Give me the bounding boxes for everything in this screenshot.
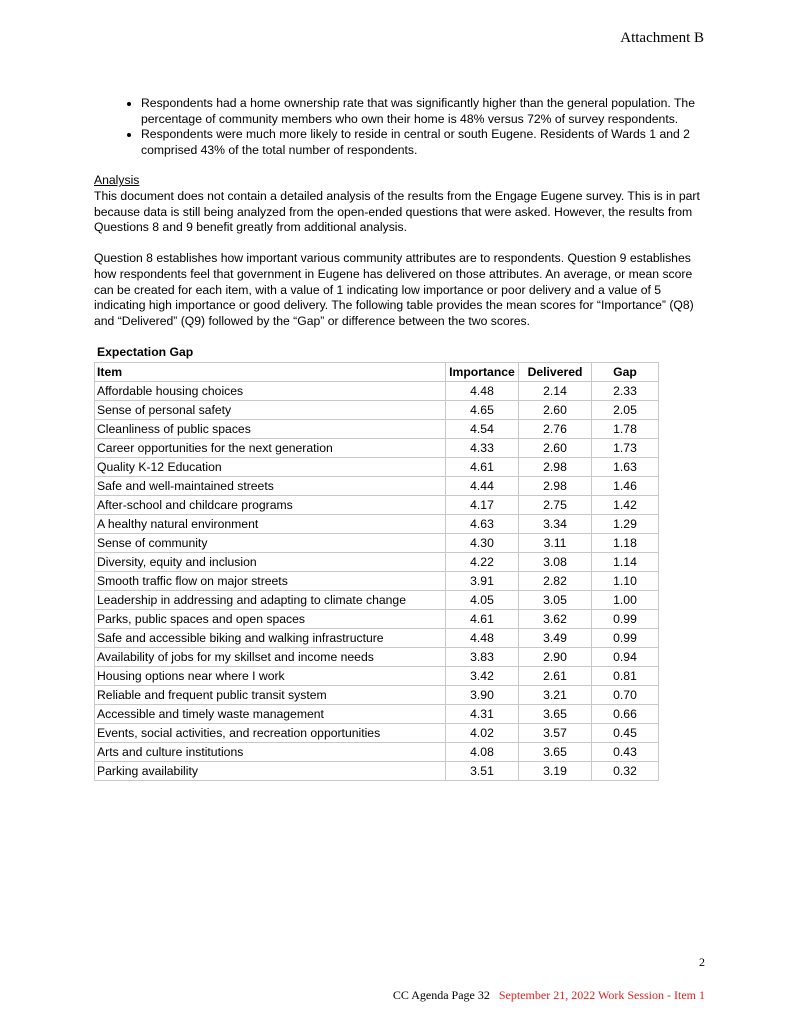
cell-importance: 4.48 <box>446 381 519 400</box>
cell-importance: 4.63 <box>446 514 519 533</box>
cell-item: Arts and culture institutions <box>95 742 446 761</box>
cell-item: Leadership in addressing and adapting to climate change <box>95 590 446 609</box>
cell-gap: 1.73 <box>592 438 659 457</box>
table-row <box>95 704 659 723</box>
cell-gap: 0.99 <box>592 628 659 647</box>
table-row <box>95 723 659 742</box>
cell-gap: 0.99 <box>592 609 659 628</box>
cell-delivered: 2.60 <box>519 400 592 419</box>
table-title: Expectation Gap <box>97 345 194 360</box>
cell-item: Smooth traffic flow on major streets <box>95 571 446 590</box>
table-row <box>95 476 659 495</box>
cell-gap: 1.18 <box>592 533 659 552</box>
cell-importance: 4.31 <box>446 704 519 723</box>
cell-delivered: 3.62 <box>519 609 592 628</box>
cell-importance: 3.42 <box>446 666 519 685</box>
table-row <box>95 761 659 780</box>
cell-item: Accessible and timely waste management <box>95 704 446 723</box>
table-row <box>95 381 659 400</box>
table-row <box>95 571 659 590</box>
cell-item: Cleanliness of public spaces <box>95 419 446 438</box>
table-row <box>95 495 659 514</box>
cell-gap: 1.10 <box>592 571 659 590</box>
cell-item: Safe and accessible biking and walking infrastructure <box>95 628 446 647</box>
cell-delivered: 3.65 <box>519 742 592 761</box>
table-row <box>95 552 659 571</box>
table-row <box>95 742 659 761</box>
bullet-item: • Respondents were much more likely to reside in central or south Eugene. Residents of Wards 1 and 2 comprised 43% of the total number of respondents. <box>141 127 704 158</box>
cell-importance: 4.05 <box>446 590 519 609</box>
cell-gap: 1.14 <box>592 552 659 571</box>
cell-gap: 1.63 <box>592 457 659 476</box>
footer-session: September 21, 2022 Work Session - Item 1 <box>498 988 705 1002</box>
document-body <box>94 96 704 781</box>
table-row <box>95 533 659 552</box>
cell-delivered: 2.75 <box>519 495 592 514</box>
cell-item: Reliable and frequent public transit system <box>95 685 446 704</box>
cell-importance: 4.61 <box>446 457 519 476</box>
footer <box>393 988 705 1003</box>
cell-gap: 0.45 <box>592 723 659 742</box>
cell-importance: 4.02 <box>446 723 519 742</box>
cell-gap: 1.42 <box>592 495 659 514</box>
table-row <box>95 438 659 457</box>
cell-importance: 4.08 <box>446 742 519 761</box>
cell-gap: 0.94 <box>592 647 659 666</box>
page-number: 2 <box>699 955 705 969</box>
cell-delivered: 3.19 <box>519 761 592 780</box>
table-row <box>95 590 659 609</box>
cell-importance: 4.44 <box>446 476 519 495</box>
cell-delivered: 2.82 <box>519 571 592 590</box>
cell-item: Safe and well-maintained streets <box>95 476 446 495</box>
cell-item: Availability of jobs for my skillset and income needs <box>95 647 446 666</box>
cell-delivered: 3.34 <box>519 514 592 533</box>
cell-delivered: 3.65 <box>519 704 592 723</box>
cell-item: After-school and childcare programs <box>95 495 446 514</box>
cell-gap: 2.33 <box>592 381 659 400</box>
column-header-gap: Gap <box>592 362 659 381</box>
table-row <box>95 685 659 704</box>
table-row <box>95 457 659 476</box>
cell-importance: 4.22 <box>446 552 519 571</box>
cell-item: Affordable housing choices <box>95 381 446 400</box>
cell-importance: 4.33 <box>446 438 519 457</box>
cell-delivered: 2.61 <box>519 666 592 685</box>
cell-delivered: 2.14 <box>519 381 592 400</box>
cell-delivered: 2.90 <box>519 647 592 666</box>
cell-item: Housing options near where I work <box>95 666 446 685</box>
cell-importance: 3.91 <box>446 571 519 590</box>
cell-item: Sense of community <box>95 533 446 552</box>
cell-gap: 0.81 <box>592 666 659 685</box>
table-row <box>95 666 659 685</box>
cell-item: Parks, public spaces and open spaces <box>95 609 446 628</box>
cell-delivered: 3.21 <box>519 685 592 704</box>
table-header-row <box>95 362 659 381</box>
cell-gap: 0.66 <box>592 704 659 723</box>
footer-agenda-page: CC Agenda Page 32 <box>392 988 490 1002</box>
cell-importance: 4.65 <box>446 400 519 419</box>
cell-item: Sense of personal safety <box>95 400 446 419</box>
table-row <box>95 419 659 438</box>
analysis-paragraph: This document does not contain a detailed analysis of the results from the Engage Eugene survey. This is in part because data is still being analyzed from the open-ended questions that were asked. However, the results from Questions 8 and 9 benefit greatly from additional analysis. <box>94 188 700 235</box>
cell-importance: 4.61 <box>446 609 519 628</box>
column-header-importance: Importance <box>446 362 519 381</box>
cell-delivered: 2.60 <box>519 438 592 457</box>
cell-item: Quality K-12 Education <box>95 457 446 476</box>
cell-delivered: 3.05 <box>519 590 592 609</box>
cell-gap: 1.00 <box>592 590 659 609</box>
cell-item: A healthy natural environment <box>95 514 446 533</box>
cell-gap: 1.46 <box>592 476 659 495</box>
cell-delivered: 3.11 <box>519 533 592 552</box>
cell-importance: 3.83 <box>446 647 519 666</box>
cell-delivered: 3.57 <box>519 723 592 742</box>
cell-item: Diversity, equity and inclusion <box>95 552 446 571</box>
column-header-item: Item <box>95 362 446 381</box>
attachment-label: Attachment B <box>620 30 704 46</box>
table-row <box>95 647 659 666</box>
table-row <box>95 628 659 647</box>
cell-importance: 4.48 <box>446 628 519 647</box>
cell-gap: 0.43 <box>592 742 659 761</box>
cell-importance: 4.54 <box>446 419 519 438</box>
cell-delivered: 3.08 <box>519 552 592 571</box>
table-body <box>95 381 659 780</box>
bullet-list <box>94 96 704 158</box>
cell-importance: 3.51 <box>446 761 519 780</box>
table-row <box>95 400 659 419</box>
cell-gap: 0.70 <box>592 685 659 704</box>
table-row <box>95 514 659 533</box>
cell-item: Events, social activities, and recreation opportunities <box>95 723 446 742</box>
cell-delivered: 2.98 <box>519 476 592 495</box>
cell-importance: 3.90 <box>446 685 519 704</box>
cell-gap: 0.32 <box>592 761 659 780</box>
cell-delivered: 2.98 <box>519 457 592 476</box>
column-header-delivered: Delivered <box>519 362 592 381</box>
expectation-gap-table <box>94 362 659 781</box>
cell-gap: 2.05 <box>592 400 659 419</box>
cell-importance: 4.17 <box>446 495 519 514</box>
cell-item: Career opportunities for the next generation <box>95 438 446 457</box>
cell-delivered: 3.49 <box>519 628 592 647</box>
cell-importance: 4.30 <box>446 533 519 552</box>
cell-gap: 1.29 <box>592 514 659 533</box>
analysis-paragraph: Question 8 establishes how important various community attributes are to respondents. Question 9 establishes how respondents feel that government in Eugene has delivered on those attributes. An average, or mean score can be created for each item, with a value of 1 indicating low importance or poor delivery and a value of 5 indicating high importance or good delivery. The following table provides the mean scores for “Importance” (Q8) and “Delivered” (Q9) followed by the “Gap” or difference between the two scores. <box>94 251 694 328</box>
cell-gap: 1.78 <box>592 419 659 438</box>
bullet-item: • Respondents had a home ownership rate that was significantly higher than the general population. The percentage of community members who own their home is 48% versus 72% of survey respondents. <box>141 96 704 127</box>
analysis-heading: Analysis <box>94 173 140 188</box>
cell-item: Parking availability <box>95 761 446 780</box>
table-row <box>95 609 659 628</box>
cell-delivered: 2.76 <box>519 419 592 438</box>
